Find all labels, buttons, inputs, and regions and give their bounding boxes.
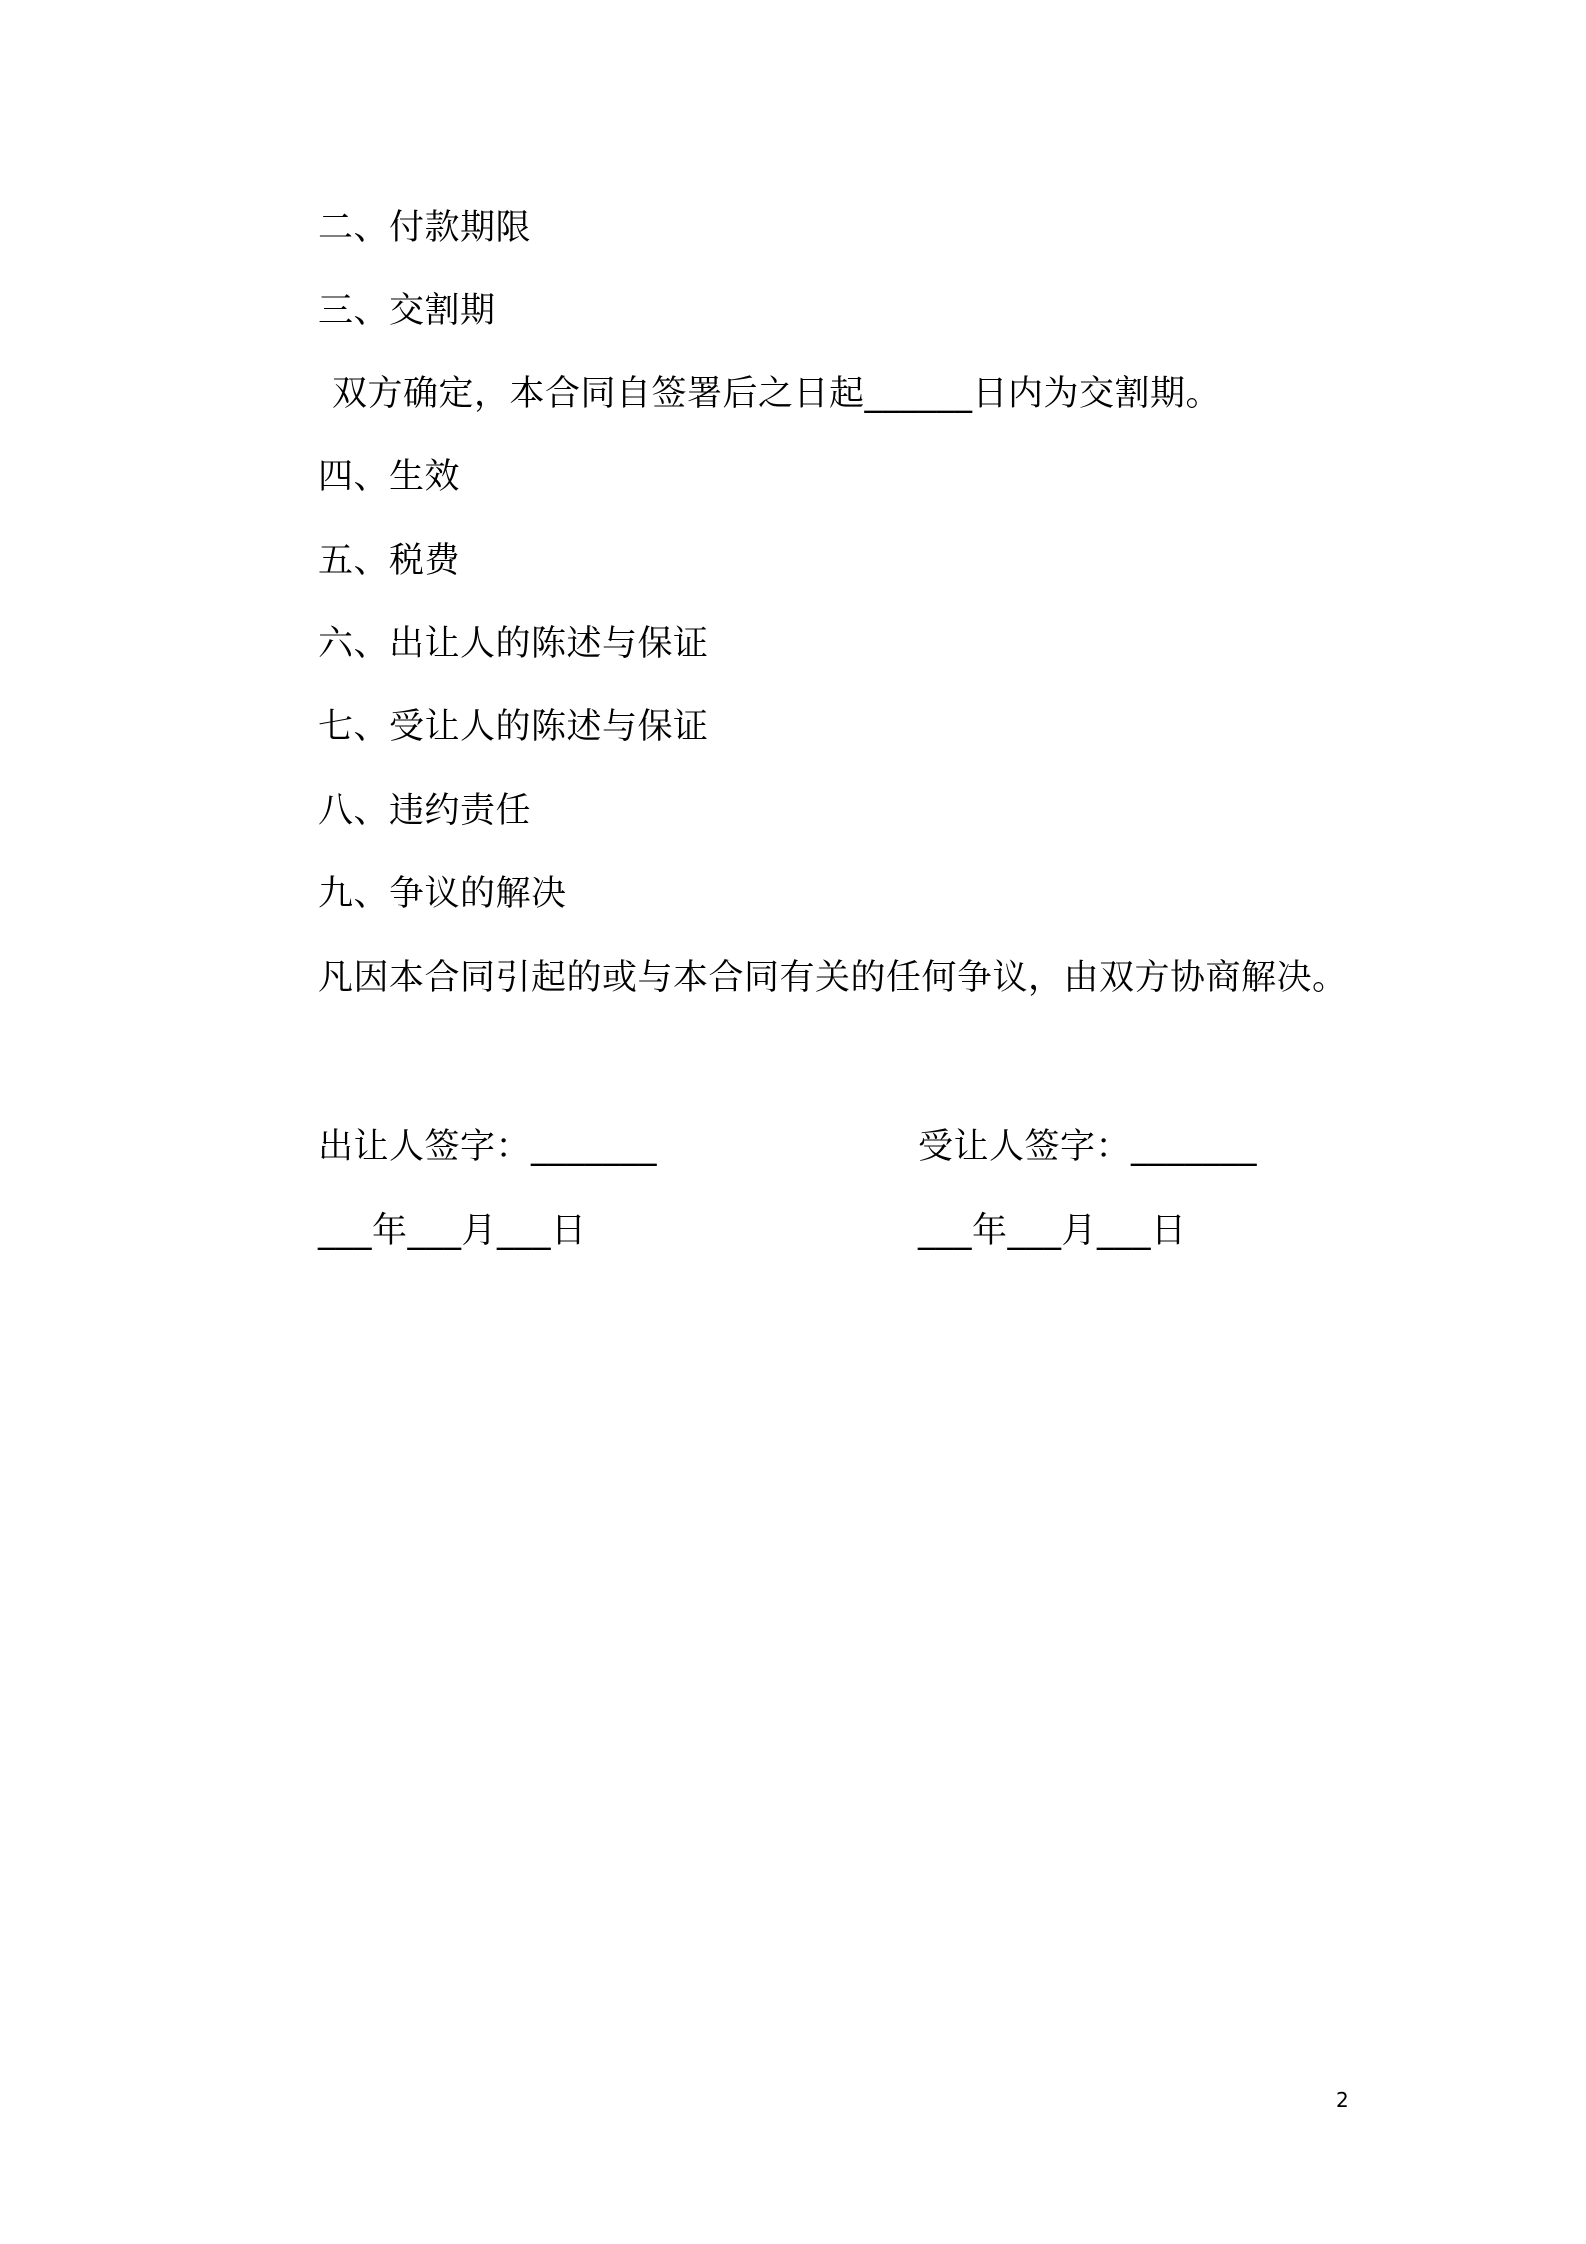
delivery-period-text: 双方确定，本合同自签署后之日起______日内为交割期。 (332, 374, 1222, 414)
section-heading-delivery-period: 三、交割期 (318, 291, 496, 331)
section-heading-effectiveness: 四、生效 (318, 457, 461, 497)
dispute-resolution-text: 凡因本合同引起的或与本合同有关的任何争议，由双方协商解决。 (318, 958, 1348, 998)
section-heading-payment-term: 二、付款期限 (318, 208, 532, 248)
section-heading-transferor-warranties: 六、出让人的陈述与保证 (318, 624, 709, 664)
page-number: 2 (1336, 2088, 1349, 2112)
section-heading-liability: 八、违约责任 (318, 791, 532, 831)
transferee-signature-field: 受让人签字：_______ (918, 1127, 1258, 1167)
section-heading-transferee-warranties: 七、受让人的陈述与保证 (318, 707, 709, 747)
transferee-date-field: ___年___月___日 (918, 1211, 1187, 1251)
transferor-signature-field: 出让人签字：_______ (318, 1127, 658, 1167)
transferor-date-field: ___年___月___日 (318, 1211, 587, 1251)
section-heading-dispute: 九、争议的解决 (318, 874, 567, 914)
section-heading-taxes: 五、税费 (318, 541, 461, 581)
